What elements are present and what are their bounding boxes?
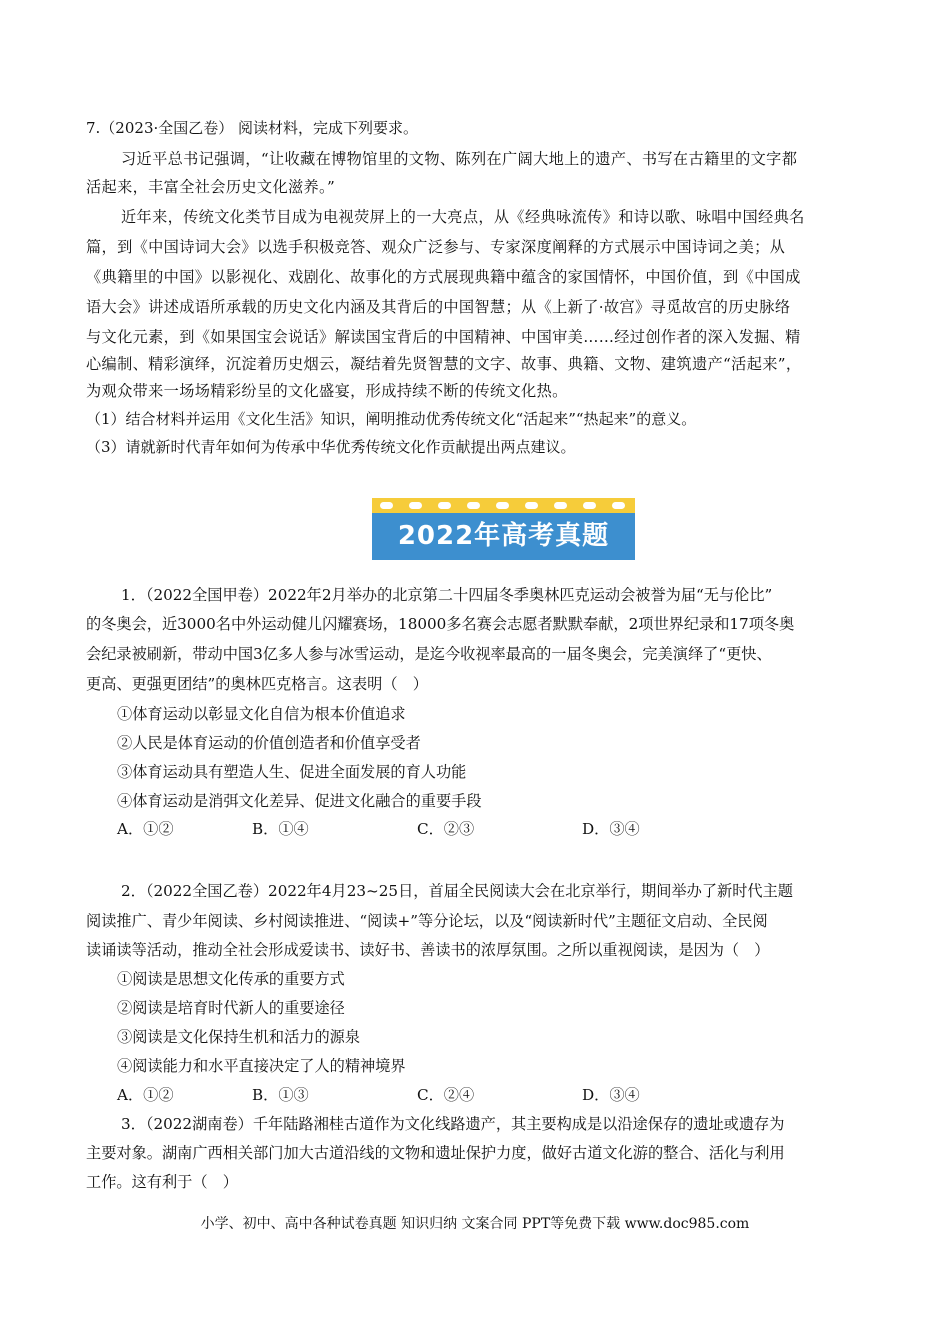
banner-dot-decoration (525, 502, 538, 509)
q2-option: ①阅读是思想文化传承的重要方式 (117, 970, 345, 988)
q7-material-line: 为观众带来一场场精彩纷呈的文化盛宴，形成持续不断的传统文化热。 (86, 382, 568, 400)
banner-dot-decoration (583, 502, 596, 509)
q7-material-line: 习近平总书记强调，“让收藏在博物馆里的文物、陈列在广阔大地上的遗产、书写在古籍里的文字都 (121, 150, 798, 168)
banner-dot-decoration (554, 502, 567, 509)
banner-dot-decoration (438, 502, 451, 509)
q2-stem-line: 阅读推广、青少年阅读、乡村阅读推进、“阅读+”等分论坛，以及“阅读新时代”主题征文启动、全民阅 (86, 912, 768, 930)
q7-material-line: 心编制、精彩演绎，沉淀着历史烟云，凝结着先贤智慧的文字、故事、典籍、文物、建筑遗产“活起来”， (86, 355, 802, 373)
q1-stem-line: 1．（2022全国甲卷）2022年2月举办的北京第二十四届冬季奥林匹克运动会被誉为届“无与伦比” (121, 586, 773, 604)
q1-answer-b: B．①④ (252, 820, 309, 838)
section-banner (372, 498, 635, 560)
page-footer: 小学、初中、高中各种试卷真题 知识归纳 文案合同 PPT等免费下载 www.doc985.com (200, 1216, 750, 1232)
q1-answer-a: A．①② (117, 820, 174, 838)
q2-answer-a: A．①② (117, 1086, 174, 1104)
q2-answer-d: D．③④ (582, 1086, 640, 1104)
q7-material-line: 语大会》讲述成语所承载的历史文化内涵及其背后的中国智慧；从《上新了·故宫》寻觅故宫的历史脉络 (86, 298, 791, 316)
q3-stem-line: 工作。这有利于（ ） (86, 1173, 238, 1191)
q2-option: ④阅读能力和水平直接决定了人的精神境界 (117, 1057, 406, 1075)
q1-stem-line: 更高、更强更团结”的奥林匹克格言。这表明（ ） (86, 675, 428, 693)
banner-dot-decoration (380, 502, 393, 509)
q1-stem-line: 的冬奥会，近3000名中外运动健儿闪耀赛场，18000多名赛会志愿者默默奉献，2项世界纪录和17项冬奥 (86, 615, 795, 633)
banner-title: 2022年高考真题 (372, 513, 635, 560)
q7-sub-question-3: （3）请就新时代青年如何为传承中华优秀传统文化作贡献提出两点建议。 (86, 438, 576, 456)
q2-answer-b: B．①③ (252, 1086, 309, 1104)
q2-option: ②阅读是培育时代新人的重要途径 (117, 999, 345, 1017)
q7-material-line: 与文化元素，到《如果国宝会说话》解读国宝背后的中国精神、中国审美……经过创作者的深入发掘、精 (86, 328, 801, 346)
q3-stem-line: 主要对象。湖南广西相关部门加大古道沿线的文物和遗址保护力度，做好古道文化游的整合、活化与利用 (86, 1144, 785, 1162)
q1-stem-line: 会纪录被刷新，带动中国3亿多人参与冰雪运动，是迄今收视率最高的一届冬奥会，完美演绎了“更快、 (86, 645, 772, 663)
q1-option: ①体育运动以彰显文化自信为根本价值追求 (117, 705, 406, 723)
q7-material-line: 活起来，丰富全社会历史文化滋养。” (86, 178, 336, 196)
q1-answer-d: D．③④ (582, 820, 640, 838)
q3-stem-line: 3．（2022湖南卷）千年陆路湘桂古道作为文化线路遗产，其主要构成是以沿途保存的遗址或遗存为 (121, 1115, 785, 1133)
q1-answer-c: C．②③ (417, 820, 475, 838)
q1-option: ④体育运动是消弭文化差异、促进文化融合的重要手段 (117, 792, 482, 810)
banner-dot-decoration (409, 502, 422, 509)
q7-material-line: 近年来，传统文化类节目成为电视荧屏上的一大亮点，从《经典咏流传》和诗以歌、咏唱中国经典名 (121, 208, 805, 226)
q7-material-line: 《典籍里的中国》以影视化、戏剧化、故事化的方式展现典籍中蕴含的家国情怀，中国价值，到《中国成 (86, 268, 801, 286)
q2-answer-c: C．②④ (417, 1086, 475, 1104)
q2-stem-line: 2．（2022全国乙卷）2022年4月23~25日，首届全民阅读大会在北京举行，期间举办了新时代主题 (121, 882, 793, 900)
q1-option: ②人民是体育运动的价值创造者和价值享受者 (117, 734, 421, 752)
banner-dot-decoration (496, 502, 509, 509)
banner-dot-decoration (467, 502, 480, 509)
q2-option: ③阅读是文化保持生机和活力的源泉 (117, 1028, 360, 1046)
q2-stem-line: 读诵读等活动，推动全社会形成爱读书、读好书、善读书的浓厚氛围。之所以重视阅读，是因为（ ） (86, 941, 770, 959)
banner-top-bar (372, 498, 635, 513)
q1-option: ③体育运动具有塑造人生、促进全面发展的育人功能 (117, 763, 467, 781)
q7-material-line: 篇，到《中国诗词大会》以选手积极竞答、观众广泛参与、专家深度阐释的方式展示中国诗词之美；从 (86, 238, 786, 256)
q7-sub-question-1: （1）结合材料并运用《文化生活》知识，阐明推动优秀传统文化“活起来”“热起来”的意义。 (86, 410, 697, 428)
q7-header: 7.（2023·全国乙卷） 阅读材料，完成下列要求。 (86, 119, 419, 137)
banner-dot-decoration (612, 502, 625, 509)
